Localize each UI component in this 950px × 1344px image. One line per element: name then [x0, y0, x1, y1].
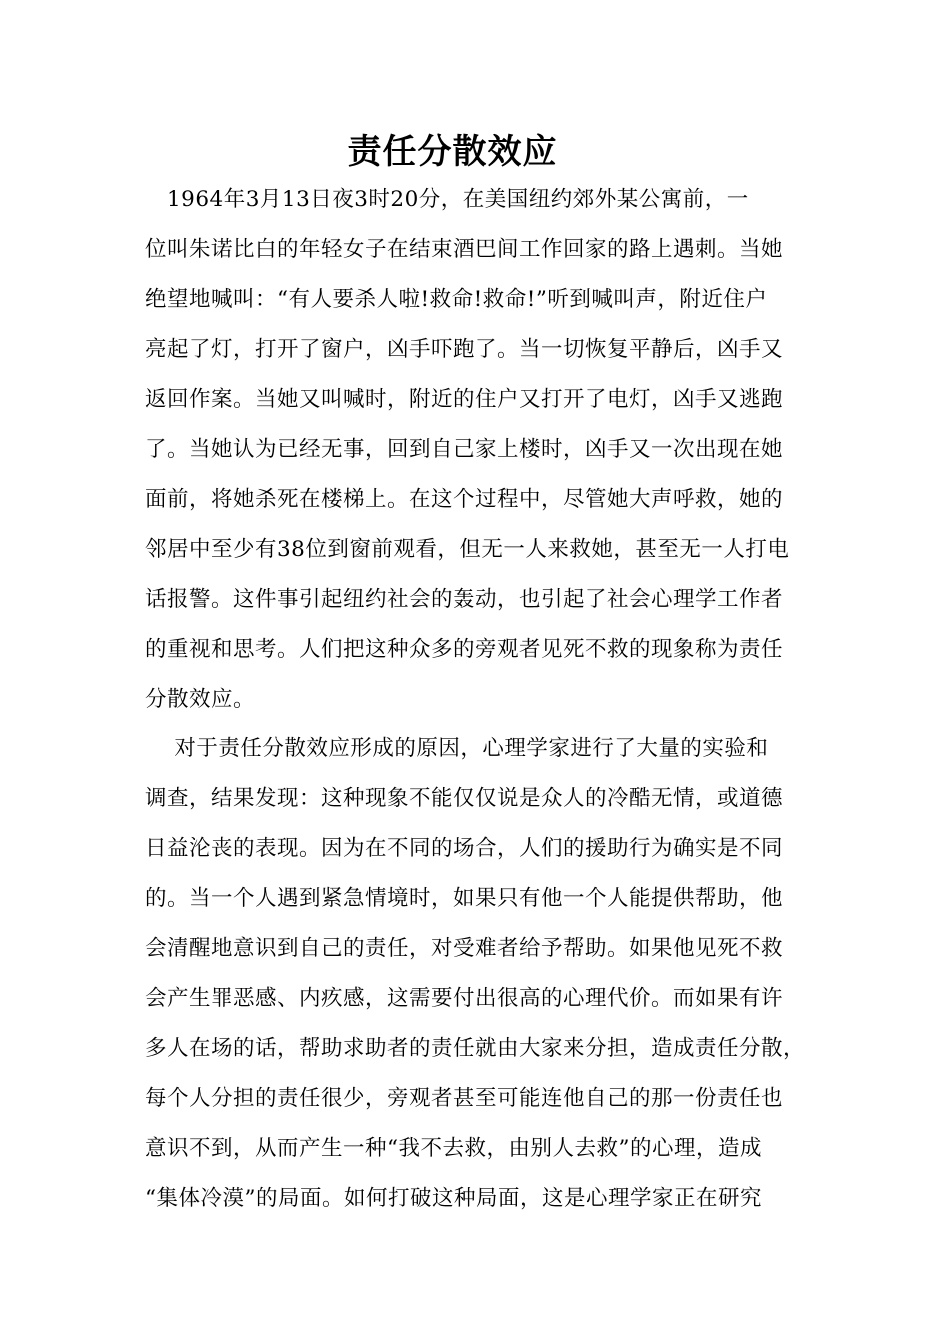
document-title: 责任分散效应 [347, 132, 558, 172]
paragraph-1-line: 面前，将她杀死在楼梯上。在这个过程中，尽管她大声呼救，她的 [145, 487, 784, 512]
paragraph-1-line: 话报警。这件事引起纽约社会的轰动，也引起了社会心理学工作者 [145, 587, 784, 612]
paragraph-2-line: 每个人分担的责任很少，旁观者甚至可能连他自己的那一份责任也 [145, 1086, 784, 1111]
paragraph-1-line: 亮起了灯，打开了窗户，凶手吓跑了。当一切恢复平静后，凶手又 [145, 337, 784, 362]
paragraph-2-line: 意识不到，从而产生一种“我不去救，由别人去救”的心理，造成 [145, 1136, 762, 1161]
paragraph-1-line: 位叫朱诺比白的年轻女子在结束酒巴间工作回家的路上遇刺。当她 [145, 237, 784, 262]
paragraph-2-line: 对于责任分散效应形成的原因，心理学家进行了大量的实验和 [145, 736, 769, 761]
paragraph-1-line: 1964年3月13日夜3时20分，在美国纽约郊外某公寓前，一 [145, 187, 749, 212]
paragraph-2-line: 的。当一个人遇到紧急情境时，如果只有他一个人能提供帮助，他 [145, 886, 784, 911]
paragraph-1-line: 绝望地喊叫：“有人要杀人啦!救命!救命!”听到喊叫声，附近住户 [145, 287, 768, 312]
paragraph-1-line: 分散效应。 [145, 687, 256, 712]
paragraph-1-line: 邻居中至少有38位到窗前观看，但无一人来救她，甚至无一人打电 [145, 537, 790, 562]
paragraph-1-line: 的重视和思考。人们把这种众多的旁观者见死不救的现象称为责任 [145, 637, 784, 662]
paragraph-2-line: 会产生罪恶感、内疚感，这需要付出很高的心理代价。而如果有许 [145, 986, 784, 1011]
paragraph-1-line: 返回作案。当她又叫喊时，附近的住户又打开了电灯，凶手又逃跑 [145, 387, 784, 412]
paragraph-2-line: 多人在场的话，帮助求助者的责任就由大家来分担，造成责任分散， [145, 1036, 806, 1061]
paragraph-2-line: 调查，结果发现：这种现象不能仅仅说是众人的冷酷无情，或道德 [145, 786, 784, 811]
paragraph-2-line: 日益沦丧的表现。因为在不同的场合，人们的援助行为确实是不同 [145, 836, 784, 861]
paragraph-2-line: 会清醒地意识到自己的责任，对受难者给予帮助。如果他见死不救 [145, 936, 784, 961]
paragraph-1-line: 了。当她认为已经无事，回到自己家上楼时，凶手又一次出现在她 [145, 437, 784, 462]
paragraph-2-line: “集体冷漠”的局面。如何打破这种局面，这是心理学家正在研究 [145, 1186, 762, 1211]
